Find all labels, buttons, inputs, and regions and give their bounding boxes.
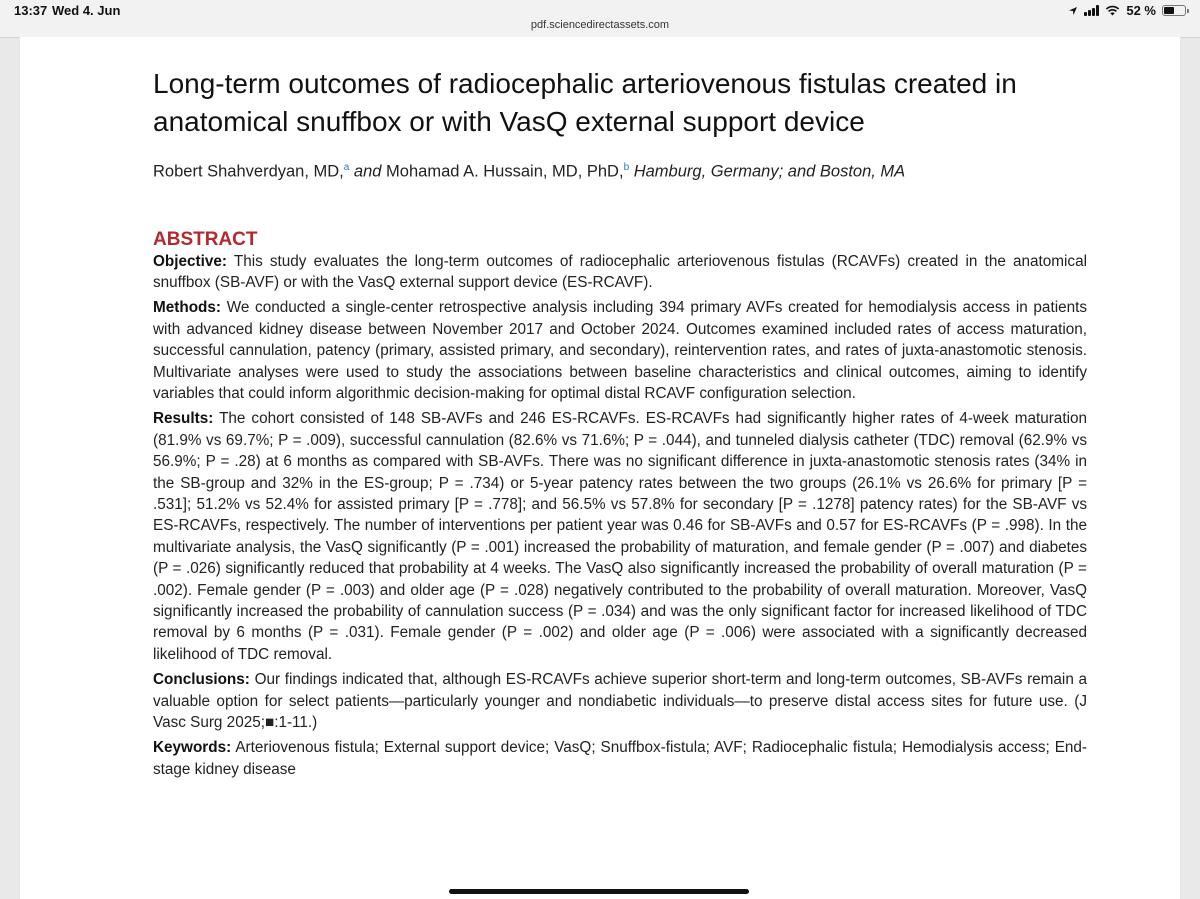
author-1-affiliation[interactable]: a [343,162,350,173]
wifi-icon [1105,5,1120,16]
author-1: Robert Shahverdyan, MD, [153,162,344,181]
battery-icon [1162,5,1186,16]
status-bar [0,0,1200,38]
keywords-label: Keywords: [153,739,232,757]
results-text: The cohort consisted of 148 SB-AVFs and 246 ES-RCAVFs. ES-RCAVFs had significantly higher rates of 4-week maturation (81.9% vs 69.7%; P = .009), successful cannulation (82.6% vs 71.6%; P = .044), and tunneled dialysis catheter (TDC) removal (62.9% vs 56.9%; P = .28) at 6 months as compared with SB-AVFs. There was no significant difference in juxta-anastomotic stenosis rates (34% in the SB-group and 32% in the ES-group; P = .734) or 5-year patency rates between the two groups (26.1% vs 26.6% for primary [P = .531]; 51.2% vs 52.4% for assisted primary [P = .778]; and 56.5% vs 57.8% for secondary [P = .1278] patency rates) for the SB-AVF vs ES-RCAVFs, respectively. The number of interventions per patient year was 0.46 for SB-AVFs and 0.57 for ES-RCAVFs (P = .998). In the multivariate analysis, the VasQ significantly (P = .001) increased the probability of maturation, and female gender (P = .007) and diabetes (P = .026) significantly reduced that probability at 4 weeks. The VasQ also significantly increased the probability of overall maturation (P = .002). Female gender (P = .003) and older age (P = .028) negatively contributed to the probability of overall maturation. Moreover, VasQ significantly increased the probability of cannulation success (P = .034) and was the only significant factor for increased likelihood of TDC removal by 6 months (P = .031). Female gender (P = .002) and older age (P = .006) were associated with a significantly decreased likelihood of TDC removal. [153,410,1087,663]
objective-text: This study evaluates the long-term outcomes of radiocephalic arteriovenous fistulas (RCAVFs) created in the anatomical snuffbox (SB-AVF) or with the VasQ external support device (ES-RCAVF). [153,252,1087,291]
cellular-signal-icon [1084,5,1099,16]
author-conjunction: and [353,162,382,181]
methods-label: Methods: [153,299,221,317]
objective-paragraph [153,251,1087,294]
status-date: Wed 4. Jun [52,3,121,18]
objective-label: Objective: [153,252,227,270]
conclusions-text: Our findings indicated that, although ES-RCAVFs achieve superior short-term and long-term outcomes, SB-AVFs remain a valuable option for select patients—particularly younger and nondiabetic individuals—to preserve distal access sites for future use. (J Vasc Surg 2025;■:1-11.) [153,671,1088,732]
pdf-page [20,37,1180,899]
article-content [153,65,1087,784]
keywords-text: Arteriovenous fistula; External support device; VasQ; Snuffbox-fistula; AVF; Radiocephalic fistula; Hemodialysis access; End-stage kidney disease [153,739,1088,778]
conclusions-label: Conclusions: [153,671,250,689]
conclusions-paragraph [153,669,1087,733]
status-indicators [1068,3,1186,18]
methods-text: We conducted a single-center retrospective analysis including 394 primary AVFs created for hemodialysis access in patients with advanced kidney disease between November 2017 and October 2024. Outcomes examined included rates of access maturation, successful cannulation, patency (primary, assisted primary, and secondary), reintervention rates, and rates of juxta-anastomotic stenosis. Multivariate analyses were used to study the associations between baseline characteristics and clinical outcomes, aiming to identify variables that could inform algorithmic decision-making for optimal distal RCAVF configuration selection. [153,299,1088,402]
address-bar-url[interactable]: pdf.sciencedirectassets.com [530,19,670,31]
results-paragraph [153,408,1087,665]
article-title: Long-term outcomes of radiocephalic arteriovenous fistulas created in anatomical snuffbox or with VasQ external support device [153,68,1017,137]
home-indicator[interactable] [449,889,749,894]
location-arrow-icon [1068,6,1078,16]
author-2: Mohamad A. Hussain, MD, PhD, [386,162,624,181]
keywords-paragraph [153,737,1087,780]
author-line [153,157,1087,183]
methods-paragraph [153,297,1087,404]
abstract-heading: ABSTRACT [153,228,258,250]
results-label: Results: [153,410,214,428]
author-2-affiliation[interactable]: b [623,162,630,173]
battery-percent: 52 % [1126,3,1156,18]
author-location: Hamburg, Germany; and Boston, MA [633,162,906,181]
status-time: 13:37 [14,3,48,18]
